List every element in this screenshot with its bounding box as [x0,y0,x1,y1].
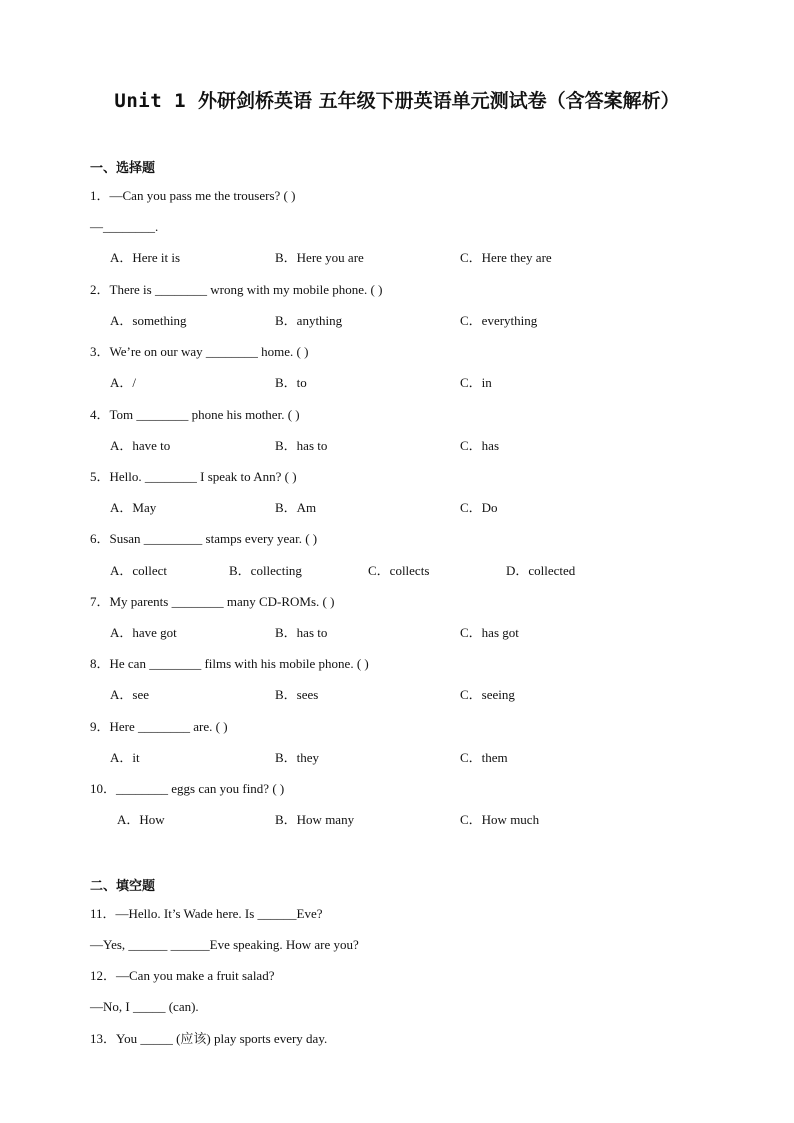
option-c[interactable]: C．has [460,438,500,453]
option-b[interactable]: B．has to [275,625,328,640]
question-7-stem: 7．My parents ________ many CD-ROMs. ( ) [90,594,335,609]
question-9-options [0,749,794,767]
question-12-line-1: 12．—Can you make a fruit salad? [90,968,275,983]
option-b[interactable]: B．sees [275,687,319,702]
option-c[interactable]: C．seeing [460,687,515,702]
option-c[interactable]: C．has got [460,625,519,640]
option-c[interactable]: C．collects [368,563,430,578]
question-4-options [0,437,794,455]
option-b[interactable]: B．Here you are [275,250,364,265]
question-11-line-2: —Yes, ______ ______Eve speaking. How are you? [90,937,359,952]
option-b[interactable]: B．anything [275,313,343,328]
option-a[interactable]: A．Here it is [110,250,181,265]
option-c[interactable]: C．How much [460,812,540,827]
option-b[interactable]: B．Am [275,500,317,515]
option-b[interactable]: B．they [275,750,320,765]
question-6-stem: 6．Susan _________ stamps every year. ( ) [90,531,318,546]
question-6-options [0,562,794,580]
question-3-stem: 3．We’re on our way ________ home. ( ) [90,344,309,359]
option-a[interactable]: A．have to [110,438,171,453]
question-7-options [0,624,794,642]
option-d[interactable]: D．collected [506,563,576,578]
option-a[interactable]: A．collect [110,563,168,578]
question-5-stem: 5．Hello. ________ I speak to Ann? ( ) [90,469,297,484]
question-1-options [0,249,794,267]
question-11-line-1: 11．—Hello. It’s Wade here. Is ______Eve? [90,906,323,921]
question-4-stem: 4．Tom ________ phone his mother. ( ) [90,407,300,422]
question-8-options [0,686,794,704]
question-8-stem: 8．He can ________ films with his mobile phone. ( ) [90,656,369,671]
option-c[interactable]: C．Here they are [460,250,552,265]
question-10-stem: 10．________ eggs can you find? ( ) [90,781,285,796]
option-b[interactable]: B．to [275,375,307,390]
question-5-options [0,499,794,517]
option-b[interactable]: B．has to [275,438,328,453]
option-c[interactable]: C．in [460,375,492,390]
question-2-stem: 2．There is ________ wrong with my mobile phone. ( ) [90,282,383,297]
question-1-stem: 1．—Can you pass me the trousers? ( ) [90,188,296,203]
option-c[interactable]: C．Do [460,500,498,515]
option-a[interactable]: A．May [110,500,157,515]
question-13-line-1: 13．You _____ (应该) play sports every day. [90,1031,328,1046]
option-a[interactable]: A．it [110,750,140,765]
page-title-en: Unit 1 [114,90,198,112]
section-heading-choice: 一、选择题 [90,161,156,176]
option-c[interactable]: C．them [460,750,508,765]
option-a[interactable]: A．/ [110,375,137,390]
option-c[interactable]: C．everything [460,313,538,328]
option-a[interactable]: A．have got [110,625,177,640]
page-title-cn: 外研剑桥英语 五年级下册英语单元测试卷（含答案解析） [197,90,680,112]
question-3-options [0,374,794,392]
option-b[interactable]: B．collecting [229,563,302,578]
option-a[interactable]: A．something [110,313,187,328]
option-b[interactable]: B．How many [275,812,355,827]
option-a[interactable]: A．see [110,687,149,702]
page-title [0,86,794,113]
option-a[interactable]: A．How [117,812,165,827]
question-2-options [0,312,794,330]
question-1-answer-line: —________. [90,219,159,234]
question-10-options [0,811,794,829]
question-12-line-2: —No, I _____ (can). [90,999,199,1014]
section-heading-fill: 二、填空题 [90,879,156,894]
question-9-stem: 9．Here ________ are. ( ) [90,719,228,734]
